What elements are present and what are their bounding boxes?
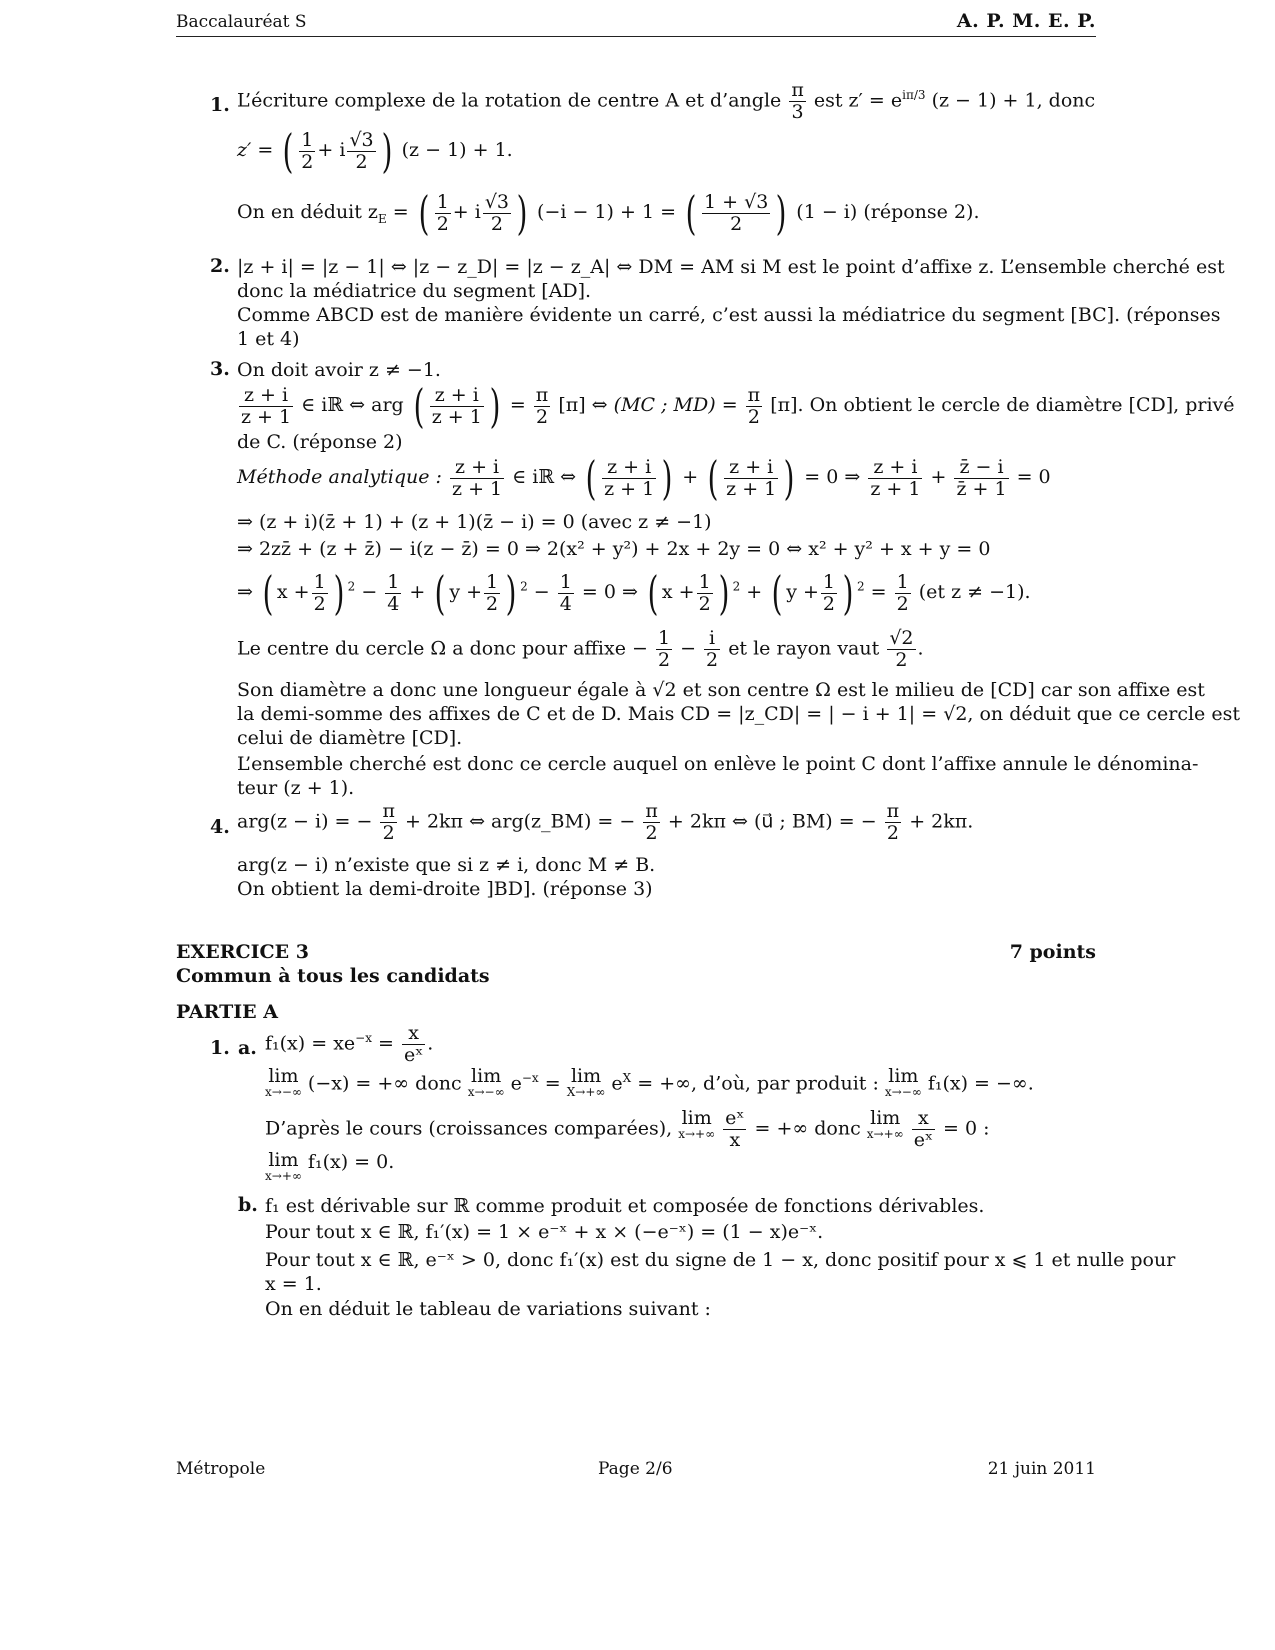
ex3-b-line3: Pour tout x ∈ ℝ, e⁻ˣ > 0, donc f₁′(x) est du signe de 1 − x, donc positif pour x ⩽ 1 et nulle pour <box>265 1249 1176 1271</box>
q4-number: 4. <box>210 816 230 838</box>
fraction-pi-3: $\frac{\pi}{3}$ <box>791 79 804 123</box>
q2-line2: donc la médiatrice du segment [AD]. <box>237 280 592 302</box>
part-a-title: PARTIE A <box>176 1001 278 1023</box>
ex3-a-line1: $f_1(x) = xe^{-x}$ = $\frac{x}{\text{eˣ}}$ . <box>265 1022 434 1066</box>
q2-number: 2. <box>210 255 230 277</box>
q3-line10: la demi-somme des affixes de C et de D. Mais CD = |z_CD| = | − i + 1| = √2, on déduit que ce cercle est <box>237 703 1240 725</box>
q1-line2: z′ = ( $\frac{1}{2}$ + i $\frac{√3}{2}$ ) (z − 1) + 1. <box>237 124 513 178</box>
q3-line3: de C. (réponse 2) <box>237 431 403 453</box>
q4-line1: arg(z − i) = − $\frac{\pi}{2}$ + 2kπ ⇔ arg(z_BM) = − $\frac{\pi}{2}$ + 2kπ ⇔ (u⃗ ; BM) = − $\frac{\pi}{2}$ + 2kπ. <box>237 800 974 844</box>
ex3-q1a-label: a. <box>238 1037 257 1059</box>
q1-line1: L’écriture complexe de la rotation de centre A et d’angle $\frac{\pi}{3}$ est $z' = e^{i\pi/3}$ (z − 1) + 1, donc <box>237 79 1096 123</box>
exercise-title: EXERCICE 3 <box>176 941 309 963</box>
q3-line2: $\frac{z + i}{z + 1}$ ∈ iℝ ⇔ arg ( $\frac{z + i}{z + 1}$ ) = $\frac{\pi}{2}$ [π] ⇔ (MC ; MD) = $\frac{\pi}{2}$ [π]. On obtient le cercle de diamètre [CD], privé <box>241 379 1235 433</box>
q3-line6: ⇒ 2zz̄ + (z + z̄) − i(z − z̄) = 0 ⇒ 2(x² + y²) + 2x + 2y = 0 ⇔ x² + y² + x + y = 0 <box>237 538 991 560</box>
footer-page: Page 2/6 <box>598 1459 673 1479</box>
ex3-a-line3: D’après le cours (croissances comparées), lim x→+∞ $\frac{\text{eˣ}}{x}$ = +∞ donc lim x→+∞ $\frac{x}{\text{eˣ}}$ = 0 : <box>265 1107 990 1151</box>
q3-line11: celui de diamètre [CD]. <box>237 727 463 749</box>
q2-line4: 1 et 4) <box>237 328 300 350</box>
ex3-q1-number: 1. <box>210 1037 230 1059</box>
footer-date: 21 juin 2011 <box>987 1459 1096 1479</box>
ex3-b-line2: Pour tout x ∈ ℝ, f₁′(x) = 1 × e⁻ˣ + x × (−e⁻ˣ) = (1 − x)e⁻ˣ. <box>265 1221 824 1243</box>
exercise-subtitle: Commun à tous les candidats <box>176 965 490 987</box>
q2-line3: Comme ABCD est de manière évidente un carré, c’est aussi la médiatrice du segment [BC]. (réponses <box>237 304 1221 326</box>
q3-line5: ⇒ (z + i)(z̄ + 1) + (z + 1)(z̄ − i) = 0 (avec z ≠ −1) <box>237 511 712 533</box>
q3-line7: ⇒ ( x + $\frac{1}{2}$ ) $^2$ − $\frac{1}{4}$ + ( y + $\frac{1}{2}$ ) $^2$ − $\frac{1}{4}$ = 0 ⇒ ( x + $\frac{1}{2}$ ) $^2$ + ( y + $\frac{1}{2}$ ) $^2$ = $\frac{1}{2}$ (et z ≠ −1). <box>237 566 1031 620</box>
q1-number: 1. <box>210 94 230 116</box>
ex3-b-line5: On en déduit le tableau de variations suivant : <box>265 1298 711 1320</box>
footer-left: Métropole <box>176 1459 266 1479</box>
q3-line1: On doit avoir z ≠ −1. <box>237 359 441 381</box>
ex3-a-line2: lim x→−∞ (−x) = +∞ donc lim x→−∞ $e^{-x}$ = lim X→+∞ $e^X$ = +∞, d’où, par produit : lim x→−∞ f₁(x) = −∞. <box>265 1065 1034 1099</box>
q3-line13: teur (z + 1). <box>237 777 355 799</box>
header-right: A. P. M. E. P. <box>956 10 1096 32</box>
ex3-a-line4: lim x→+∞ f₁(x) = 0. <box>265 1149 395 1183</box>
q4-line3: On obtient la demi-droite ]BD]. (réponse 3) <box>237 878 653 900</box>
page-header <box>176 10 1096 37</box>
q3-line9: Son diamètre a donc une longueur égale à √2 et son centre Ω est le milieu de [CD] car son affixe est <box>237 679 1205 701</box>
q1-line3: On en déduit $z_E$ = ( $\frac{1}{2}$ + i $\frac{√3}{2}$ ) (−i − 1) + 1 = ( $\frac{1 + √3}{2}$ ) (1 − i) (réponse 2). <box>237 186 980 240</box>
q3-number: 3. <box>210 358 230 380</box>
q4-line2: arg(z − i) n’existe que si z ≠ i, donc M ≠ B. <box>237 854 656 876</box>
ex3-b-line1: f₁ est dérivable sur ℝ comme produit et composée de fonctions dérivables. <box>265 1195 985 1217</box>
ex3-q1b-label: b. <box>238 1194 258 1216</box>
header-left: Baccalauréat S <box>176 12 307 32</box>
q3-line8: Le centre du cercle Ω a donc pour affixe − $\frac{1}{2}$ − $\frac{i}{2}$ et le rayon vaut $\frac{√2}{2}$ . <box>237 627 924 671</box>
q3-line12: L’ensemble cherché est donc ce cercle auquel on enlève le point C dont l’affixe annule le dénomina- <box>237 753 1199 775</box>
exercise-points: 7 points <box>1009 941 1096 963</box>
q2-line1: |z + i| = |z − 1| ⇔ |z − z_D| = |z − z_A| ⇔ DM = AM si M est le point d’affixe z. L’ensemble cherché est <box>237 256 1225 278</box>
ex3-b-line4: x = 1. <box>265 1273 322 1295</box>
q3-method-line: Méthode analytique : $\frac{z + i}{z + 1}$ ∈ iℝ ⇔ ( $\frac{z + i}{z + 1}$ ) + ( $\frac{z + i}{z + 1}$ ) = 0 ⇒ $\frac{z + i}{z + 1}$ + $\frac{z̄ - i}{z̄ + 1}$ = 0 <box>237 451 1051 505</box>
